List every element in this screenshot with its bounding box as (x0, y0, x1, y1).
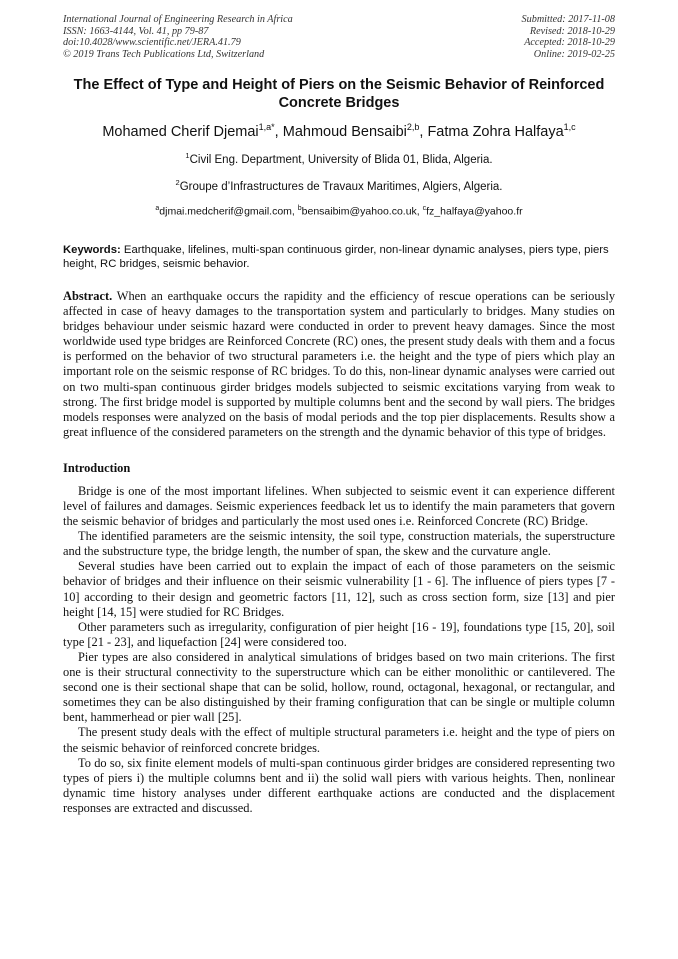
author-separator: , (274, 123, 283, 140)
affiliation-text: Groupe d’Infrastructures de Travaux Maritimes, Algiers, Algeria. (179, 180, 503, 193)
journal-info (63, 14, 293, 60)
email-marker: b (297, 205, 302, 213)
journal-issn: ISSN: 1663-4144, Vol. 41, pp 79-87 (63, 25, 209, 37)
publication-dates (522, 14, 615, 60)
intro-paragraph: Other parameters such as irregularity, configuration of pier height [16 - 19], foundations type [15, 20], soil type [21 - 23], and liquefaction [24] were considered too. (63, 619, 615, 649)
journal-doi: doi:10.4028/www.scientific.net/JERA.41.79 (63, 37, 241, 48)
author-name: Fatma Zohra Halfaya (427, 123, 564, 140)
keywords-text: Earthquake, lifelines, multi-span continuous girder, non-linear dynamic analyses, piers type, piers height, RC bridges, seismic behavior. (63, 243, 609, 270)
intro-paragraph: The identified parameters are the seismic intensity, the soil type, construction materials, the superstructure and the substructure type, the bridge length, the number of span, the skew and the curvature angle. (63, 529, 615, 559)
date-revised: Revised: 2018-10-29 (529, 25, 615, 37)
email-address: djmai.medcherif@gmail.com, (159, 205, 298, 218)
author-list (63, 118, 615, 141)
author-affiliation-marker: 2,b (406, 122, 420, 132)
journal-name: International Journal of Engineering Research in Africa (63, 14, 293, 25)
author-name: Mohamed Cherif Djemai (102, 123, 259, 140)
journal-header (63, 14, 615, 60)
affiliation-marker: 1 (185, 150, 190, 160)
abstract (63, 289, 615, 440)
section-heading-introduction: Introduction (63, 460, 131, 475)
journal-copyright: © 2019 Trans Tech Publications Ltd, Switzerland (63, 48, 265, 60)
author-name: Mahmoud Bensaibi (282, 123, 407, 140)
email-marker: a (155, 205, 160, 213)
author-affiliation-marker: 1,a* (258, 122, 275, 132)
author-affiliation-marker: 1,c (563, 122, 576, 132)
email-marker: c (422, 205, 427, 213)
author-separator: , (419, 123, 428, 140)
intro-paragraph: Several studies have been carried out to explain the impact of each of those parameters on the seismic behavior of bridges and their influence on their seismic vulnerability [1 - 6]. The influence of piers types [7 - 10] according to their design and geometric factors [11, 12], such as cross section form, size [13] and pier height [14, 15] were studied for RC Bridges. (63, 559, 615, 619)
email-address: fz_halfaya@yahoo.fr (426, 205, 523, 218)
date-submitted: Submitted: 2017-11-08 (521, 14, 615, 25)
intro-paragraph: To do so, six finite element models of multi-span continuous girder bridges are considered representing two types of piers i) the multiple columns bent and ii) the solid wall piers with various heights. Then, nonlinear dynamic time history analyses under different earthquake actions are conducted and the displacement responses are extracted and discussed. (63, 755, 615, 815)
author-emails (63, 202, 615, 219)
abstract-text: When an earthquake occurs the rapidity and the efficiency of rescue operations can be seriously affected in case of heavy damages to the transportation system and particularly to bridges. Many studies on bridges behaviour under seismic hazard were conducted in order to prevent heavy damages. Since the most worldwide used type bridges are Reinforced Concrete (RC) ones, the present study deals with them and a focus is performed on the behavior of two structural parameters i.e. the height and the type of piers which play an important role on the seismic response of RC bridges. To do this, non-linear dynamic analyses were carried out on two multi-span continuous girder bridges models subjected to seismic excitations varying from weak to strong. The first bridge model is supported by multiple columns bent and the second by wall piers. The bridges models responses were analyzed on the basis of modal periods and the top pier displacements. Results show a great influence of the considered parameters on the strength and the dynamic behavior of this type of bridges. (63, 288, 616, 439)
abstract-label: Abstract. (63, 288, 113, 303)
intro-paragraph: Bridge is one of the most important lifelines. When subjected to seismic event it can experience different level of failures and damages. Seismic experiences feedback let us to identify the main parameters that govern the seismic behavior of bridges and particularly the most used ones i.e. Reinforced Concrete (RC) Bridge. (63, 483, 615, 529)
date-accepted: Accepted: 2018-10-29 (524, 37, 615, 48)
keywords-label: Keywords: (63, 243, 121, 256)
keywords (63, 243, 615, 271)
intro-paragraph: The present study deals with the effect of multiple structural parameters i.e. height and the type of piers on the seismic behavior of reinforced concrete bridges. (63, 725, 615, 755)
affiliation-text: Civil Eng. Department, University of Blida 01, Blida, Algeria. (189, 153, 493, 166)
date-online: Online: 2019-02-25 (533, 48, 615, 60)
affiliation-marker: 2 (175, 177, 180, 187)
email-address: bensaibim@yahoo.co.uk, (301, 205, 423, 218)
paper-title: The Effect of Type and Height of Piers on the Seismic Behavior of Reinforced Concrete Bridges (73, 77, 605, 111)
affiliation-1 (63, 149, 615, 167)
affiliation-2 (63, 176, 615, 194)
intro-paragraph: Pier types are also considered in analytical simulations of bridges based on two main criterions. The first one is their structural connectivity to the superstructure which can be either monolithic or cantilevered. The second one is their sectional shape that can be solid, hollow, round, octagonal, hexagonal, or rectangular, and sometimes they can be also distinguished by their framing configuration that can be single or multiple column bent, hammerhead or pier wall [25]. (63, 649, 615, 725)
